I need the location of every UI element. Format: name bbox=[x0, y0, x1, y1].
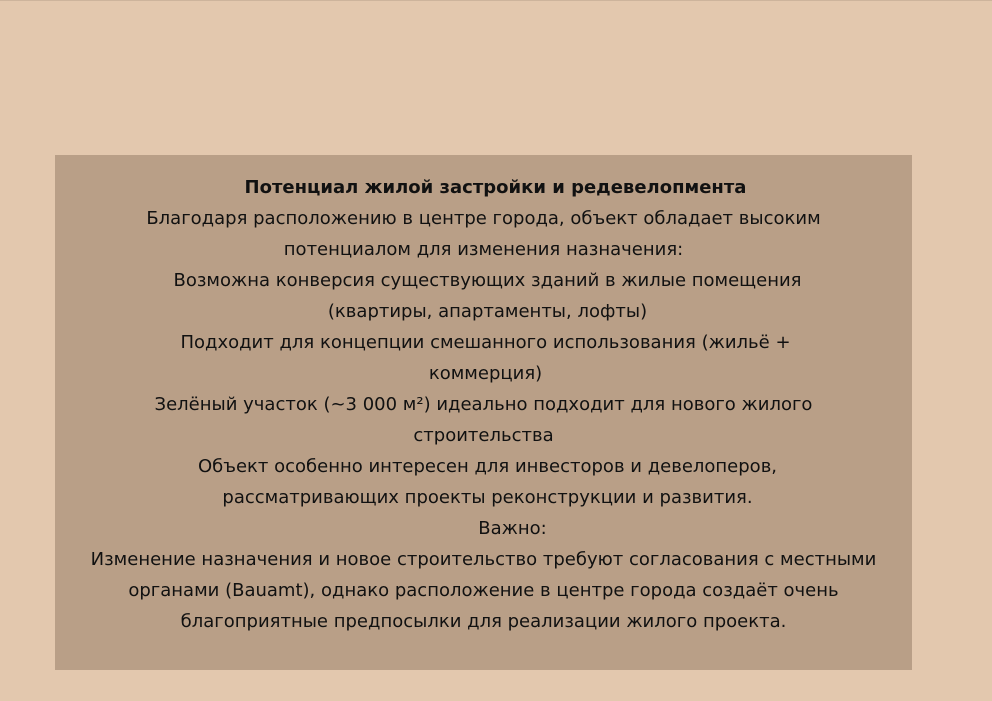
feature-mixed-use: Подходит для концепции смешанного использования (жильё + коммерция) bbox=[180, 332, 791, 384]
feature-green-plot: Зелёный участок (~3 000 м²) идеально подходит для нового жилого строительства bbox=[154, 394, 813, 446]
important-label: Важно: bbox=[478, 518, 547, 539]
residential-potential-panel bbox=[55, 155, 912, 670]
panel-title: Потенциал жилой застройки и редевелопмента bbox=[244, 177, 747, 198]
feature-conversion: Возможна конверсия существующих зданий в жилые помещения (квартиры, апартаменты, лофты) bbox=[173, 270, 802, 322]
investors-note: Объект особенно интересен для инвесторов и девелоперов, рассматривающих проекты реконструкции и развития. bbox=[197, 456, 778, 508]
intro-paragraph: Благодаря расположению в центре города, объект обладает высоким потенциалом для изменения назначения: bbox=[146, 208, 821, 260]
top-divider bbox=[0, 0, 992, 1]
important-text: Изменение назначения и новое строительство требуют согласования с местными органами (Bauamt), однако расположение в центре города создаёт очень благоприятные предпосылки для реализации жилого проекта. bbox=[90, 549, 877, 632]
